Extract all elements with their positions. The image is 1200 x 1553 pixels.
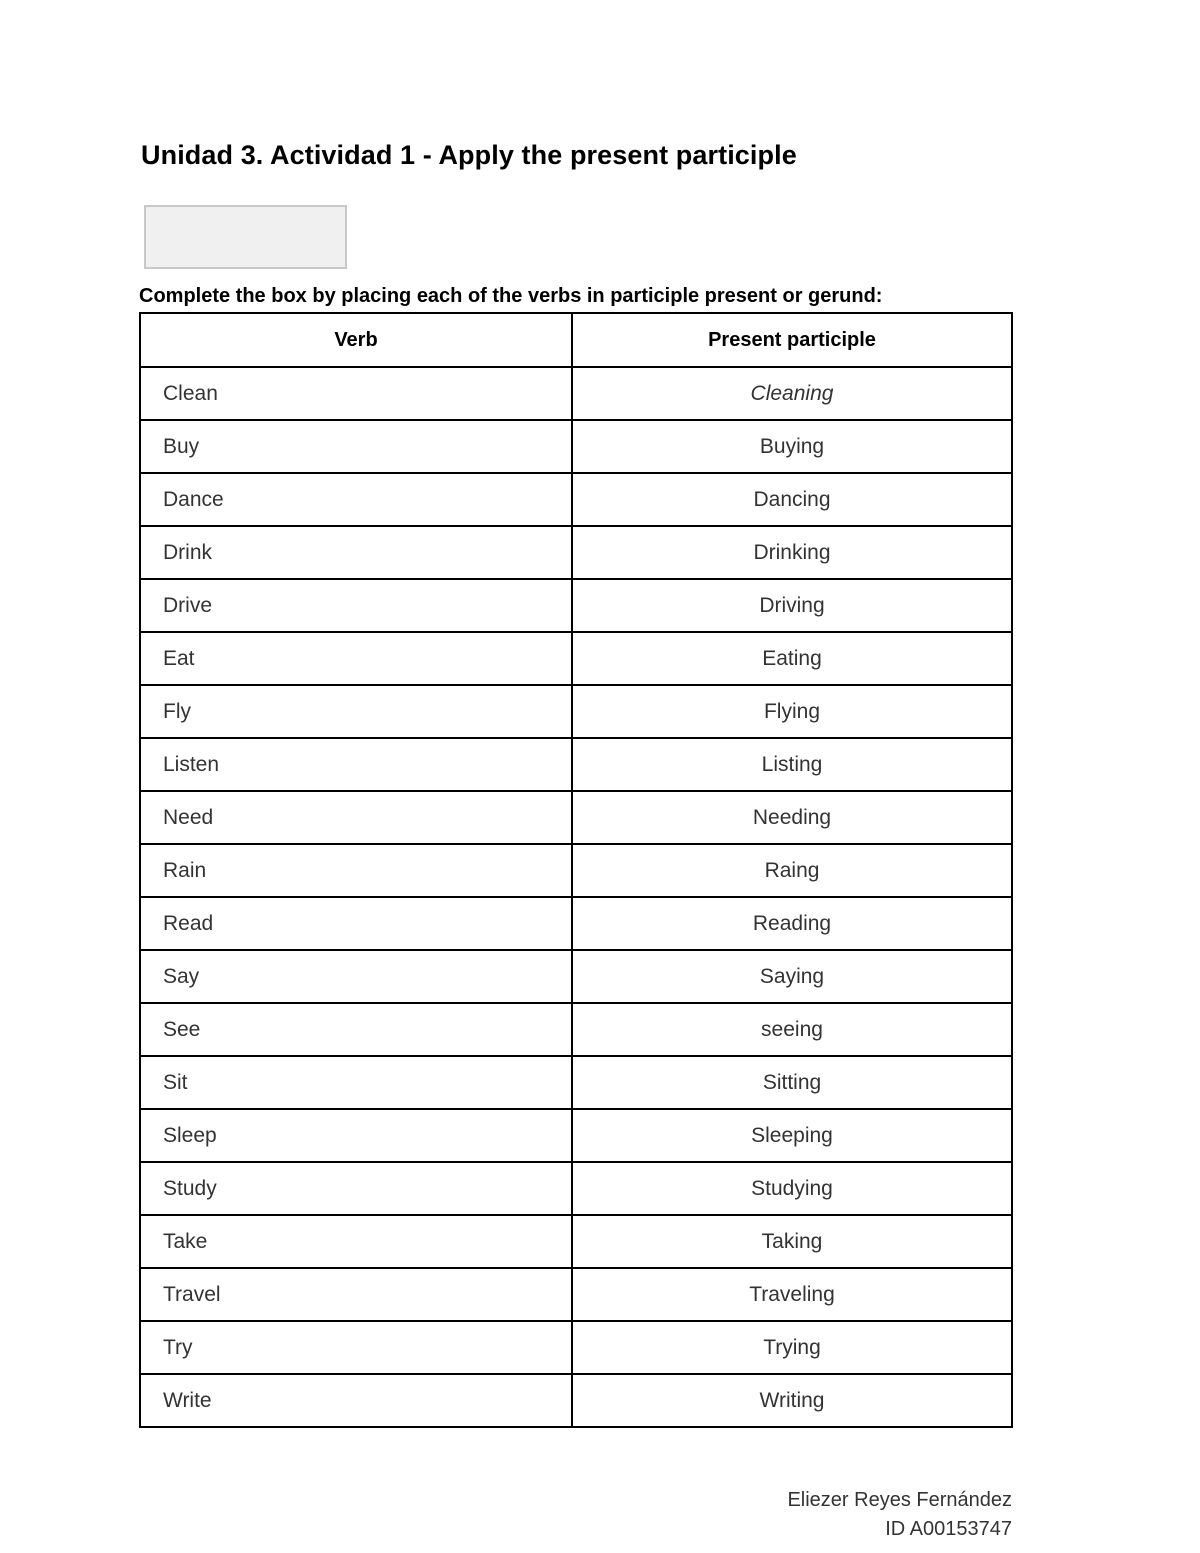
table-row [140, 1268, 1012, 1321]
participle-cell: Listing [572, 738, 1012, 791]
table-row [140, 950, 1012, 1003]
verb-cell: Read [140, 897, 572, 950]
table-row [140, 1215, 1012, 1268]
verb-cell: Try [140, 1321, 572, 1374]
participle-cell: Flying [572, 685, 1012, 738]
author-name: Eliezer Reyes Fernández [787, 1489, 1012, 1511]
table-row [140, 526, 1012, 579]
table-header-row [140, 313, 1012, 367]
participle-cell: Studying [572, 1162, 1012, 1215]
participle-cell: Eating [572, 632, 1012, 685]
participle-cell: Dancing [572, 473, 1012, 526]
table-row [140, 579, 1012, 632]
participle-cell: Drinking [572, 526, 1012, 579]
table-row [140, 1056, 1012, 1109]
participle-cell: Needing [572, 791, 1012, 844]
table-row [140, 1162, 1012, 1215]
participle-cell: Driving [572, 579, 1012, 632]
participle-cell: Reading [572, 897, 1012, 950]
participle-cell: Buying [572, 420, 1012, 473]
verb-cell: Clean [140, 367, 572, 420]
author-signature [787, 1486, 1012, 1544]
participle-cell: Saying [572, 950, 1012, 1003]
table-row [140, 1374, 1012, 1427]
author-id: ID A00153747 [885, 1518, 1012, 1540]
verb-cell: Write [140, 1374, 572, 1427]
participle-cell: Taking [572, 1215, 1012, 1268]
table-row [140, 420, 1012, 473]
verb-cell: Buy [140, 420, 572, 473]
participle-cell: Trying [572, 1321, 1012, 1374]
table-row [140, 844, 1012, 897]
verb-cell: Fly [140, 685, 572, 738]
table-row [140, 367, 1012, 420]
verb-cell: Say [140, 950, 572, 1003]
verb-cell: See [140, 1003, 572, 1056]
image-placeholder [144, 205, 347, 269]
participle-cell: Writing [572, 1374, 1012, 1427]
verb-table [139, 312, 1013, 1428]
table-row [140, 632, 1012, 685]
verb-cell: Take [140, 1215, 572, 1268]
participle-cell: Cleaning [572, 367, 1012, 420]
table-row [140, 897, 1012, 950]
verb-cell: Study [140, 1162, 572, 1215]
verb-cell: Listen [140, 738, 572, 791]
verb-cell: Travel [140, 1268, 572, 1321]
table-row [140, 1321, 1012, 1374]
table-row [140, 473, 1012, 526]
participle-cell: seeing [572, 1003, 1012, 1056]
participle-cell: Sleeping [572, 1109, 1012, 1162]
participle-cell: Sitting [572, 1056, 1012, 1109]
instruction-text: Complete the box by placing each of the verbs in participle present or gerund: [139, 285, 883, 307]
verb-cell: Drive [140, 579, 572, 632]
header-verb: Verb [140, 313, 572, 367]
verb-cell: Dance [140, 473, 572, 526]
verb-cell: Sleep [140, 1109, 572, 1162]
table-row [140, 1109, 1012, 1162]
table-row [140, 1003, 1012, 1056]
table-row [140, 738, 1012, 791]
participle-cell: Traveling [572, 1268, 1012, 1321]
verb-cell: Eat [140, 632, 572, 685]
verb-cell: Drink [140, 526, 572, 579]
table-body [140, 367, 1012, 1427]
verb-cell: Need [140, 791, 572, 844]
table-row [140, 685, 1012, 738]
header-present-participle: Present participle [572, 313, 1012, 367]
verb-cell: Sit [140, 1056, 572, 1109]
document-title: Unidad 3. Actividad 1 - Apply the present participle [141, 140, 797, 170]
participle-cell: Raing [572, 844, 1012, 897]
verb-cell: Rain [140, 844, 572, 897]
table-row [140, 791, 1012, 844]
